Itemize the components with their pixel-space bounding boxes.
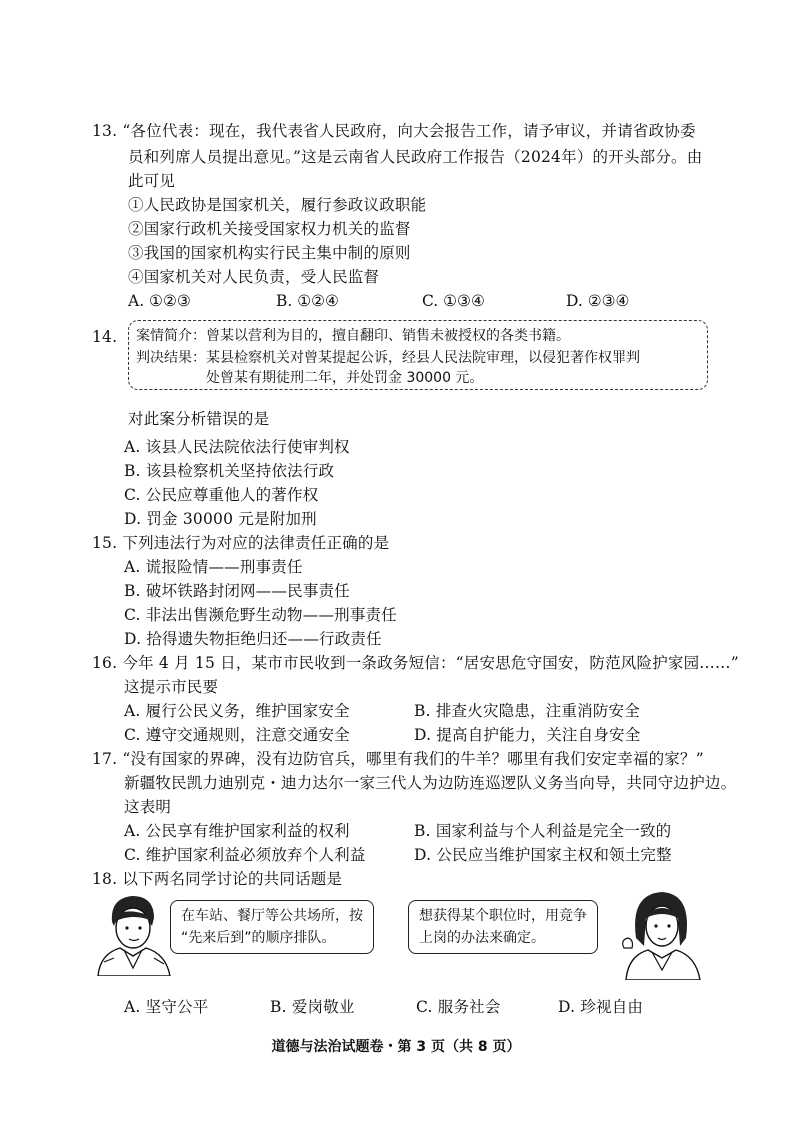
q14-option-b: B. 该县检察机关坚持依法行政	[124, 462, 335, 480]
case-summary: 案情简介：曾某以营利为目的，擅自翻印、销售未被授权的各类书籍。	[136, 328, 570, 344]
q13-option-a: A. ①②③	[128, 292, 191, 310]
q18-option-a: A. 坚守公平	[124, 998, 209, 1016]
q16-stem-line-1: 16. 今年 4 月 15 日，某市市民收到一条政务短信：“居安思危守国安，防范风险护家园……”	[92, 654, 739, 672]
q17-stem-line-2: 新疆牧民凯力迪别克・迪力达尔一家三代人为边防连巡逻队义务当向导，共同守边护边。	[124, 774, 737, 792]
q13-stem-line-3: 此可见	[128, 172, 176, 190]
bubble-left-line-1: 在车站、餐厅等公共场所，按	[181, 908, 363, 924]
q13-stem-line-2: 员和列席人员提出意见。”这是云南省人民政府工作报告（2024年）的开头部分。由	[128, 148, 703, 166]
q15-stem: 15. 下列违法行为对应的法律责任正确的是	[92, 534, 390, 552]
boy-student-illustration	[94, 892, 174, 976]
q16-option-a: A. 履行公民义务，维护国家安全	[124, 702, 350, 720]
q13-statement-1: ①人民政协是国家机关，履行参政议政职能	[128, 196, 427, 214]
q15-option-a: A. 谎报险情——刑事责任	[124, 558, 303, 576]
q13-statement-3: ③我国的国家机构实行民主集中制的原则	[128, 244, 411, 262]
q17-stem-line-3: 这表明	[124, 798, 172, 816]
page-footer: 道德与法治试题卷・第 3 页（共 8 页）	[271, 1039, 521, 1055]
q15-option-c: C. 非法出售濒危野生动物——刑事责任	[124, 606, 397, 624]
q16-option-b: B. 排查火灾隐患，注重消防安全	[414, 702, 640, 720]
q14-option-a: A. 该县人民法院依法行使审判权	[124, 438, 350, 456]
q13-option-c: C. ①③④	[422, 292, 485, 310]
q18-option-d: D. 珍视自由	[558, 998, 644, 1016]
q18-option-c: C. 服务社会	[416, 998, 501, 1016]
q17-option-c: C. 维护国家利益必须放弃个人利益	[124, 846, 366, 864]
q17-option-d: D. 公民应当维护国家主权和领土完整	[414, 846, 672, 864]
speech-bubble-left	[170, 900, 374, 954]
q17-option-a: A. 公民享有维护国家利益的权利	[124, 822, 350, 840]
q16-option-c: C. 遵守交通规则，注意交通安全	[124, 726, 350, 744]
q14-number: 14.	[92, 328, 118, 346]
girl-student-illustration	[618, 888, 704, 980]
q15-option-d: D. 拾得遗失物拒绝归还——行政责任	[124, 630, 382, 648]
q17-stem-line-1: 17. “没有国家的界碑，没有边防官兵，哪里有我们的牛羊？哪里有我们安定幸福的家？”	[92, 750, 704, 768]
q18-stem: 18. 以下两名同学讨论的共同话题是	[92, 870, 343, 888]
q17-option-b: B. 国家利益与个人利益是完全一致的	[414, 822, 672, 840]
speech-bubble-right	[408, 900, 598, 954]
q14-option-c: C. 公民应尊重他人的著作权	[124, 486, 319, 504]
q13-stem-line-1: 13. “各位代表：现在，我代表省人民政府，向大会报告工作，请予审议，并请省政协委	[92, 122, 696, 140]
q13-option-d: D. ②③④	[566, 292, 630, 310]
q18-option-b: B. 爱岗敬业	[270, 998, 355, 1016]
q16-stem-line-2: 这提示市民要	[124, 678, 219, 696]
q14-stem: 对此案分析错误的是	[128, 410, 270, 428]
q16-option-d: D. 提高自护能力，关注自身安全	[414, 726, 641, 744]
q14-option-d: D. 罚金 30000 元是附加刑	[124, 510, 317, 528]
q13-statement-4: ④国家机关对人民负责，受人民监督	[128, 268, 380, 286]
bubble-left-line-2: “先来后到”的顺序排队。	[181, 930, 336, 946]
bubble-right-line-2: 上岗的办法来确定。	[419, 930, 545, 946]
bubble-right-line-1: 想获得某个职位时，用竞争	[419, 908, 587, 924]
q13-statement-2: ②国家行政机关接受国家权力机关的监督	[128, 220, 411, 238]
q13-option-b: B. ①②④	[276, 292, 339, 310]
verdict-line-2: 处曾某有期徒刑二年，并处罚金 30000 元。	[206, 370, 484, 386]
q15-option-b: B. 破坏铁路封闭网——民事责任	[124, 582, 350, 600]
verdict-line-1: 判决结果：某县检察机关对曾某提起公诉，经县人民法院审理，以侵犯著作权罪判	[136, 350, 640, 366]
